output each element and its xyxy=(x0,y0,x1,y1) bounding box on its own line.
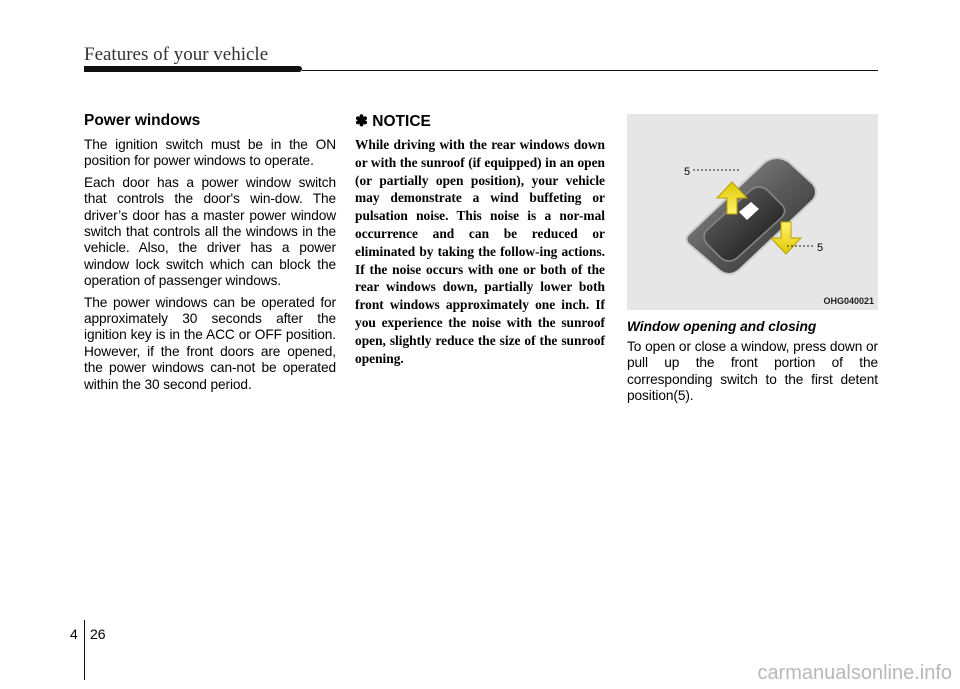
paragraph-ignition: The ignition switch must be in the ON position for power windows to operate. xyxy=(84,137,336,169)
notice-body: While driving with the rear windows down or with the sunroof (if equipped) in an open (or partially open position), your vehicle may demonstrate a wind buffeting or pulsation noise. This noise is a nor-mal occurrence and can be reduced or eliminated by taking the follow-ing actions. If the noise occurs with one or both of the rear windows down, partially lower both front windows approximately one inch. If you experience the noise with the sunroof open, slightly reduce the size of the sunroof opening. xyxy=(355,137,605,366)
label-5-top: 5 xyxy=(684,166,691,178)
column-power-windows xyxy=(84,112,336,398)
figure-code: OHG040021 xyxy=(823,296,874,306)
paragraph-window-operation: To open or close a window, press down or pull up the front portion of the corresponding switch to the first detent position(5). xyxy=(627,339,878,404)
footer-divider xyxy=(84,620,85,680)
notice-title: ✽ NOTICE xyxy=(355,113,431,130)
paragraph-timer: The power windows can be operated for approximately 30 seconds after the ignition key is in the ACC or OFF position. However, if the front doors are opened, the power windows can-not be operated within the 30 second period. xyxy=(84,294,336,392)
footer-page-number: 26 xyxy=(90,626,106,642)
section-title: Power windows xyxy=(84,112,201,129)
header-rule-thick xyxy=(84,66,302,72)
label-5-bottom: 5 xyxy=(817,242,824,254)
notice-box xyxy=(355,112,605,367)
page-header-title: Features of your vehicle xyxy=(84,44,269,65)
subsection-title: Window opening and closing xyxy=(627,319,817,334)
watermark: carmanualsonline.info xyxy=(757,662,952,684)
window-switch-figure xyxy=(627,114,878,310)
column-window-operation xyxy=(627,112,878,410)
footer-section-number: 4 xyxy=(70,626,78,642)
paragraph-door-switch: Each door has a power window switch that controls the door's win-dow. The driver’s door has a master power window switch that controls all the windows in the vehicle. Also, the driver has a power window lock switch which can block the operation of passenger windows. xyxy=(84,174,336,289)
window-switch-illustration xyxy=(627,114,878,310)
header-rule-thin xyxy=(302,70,878,71)
